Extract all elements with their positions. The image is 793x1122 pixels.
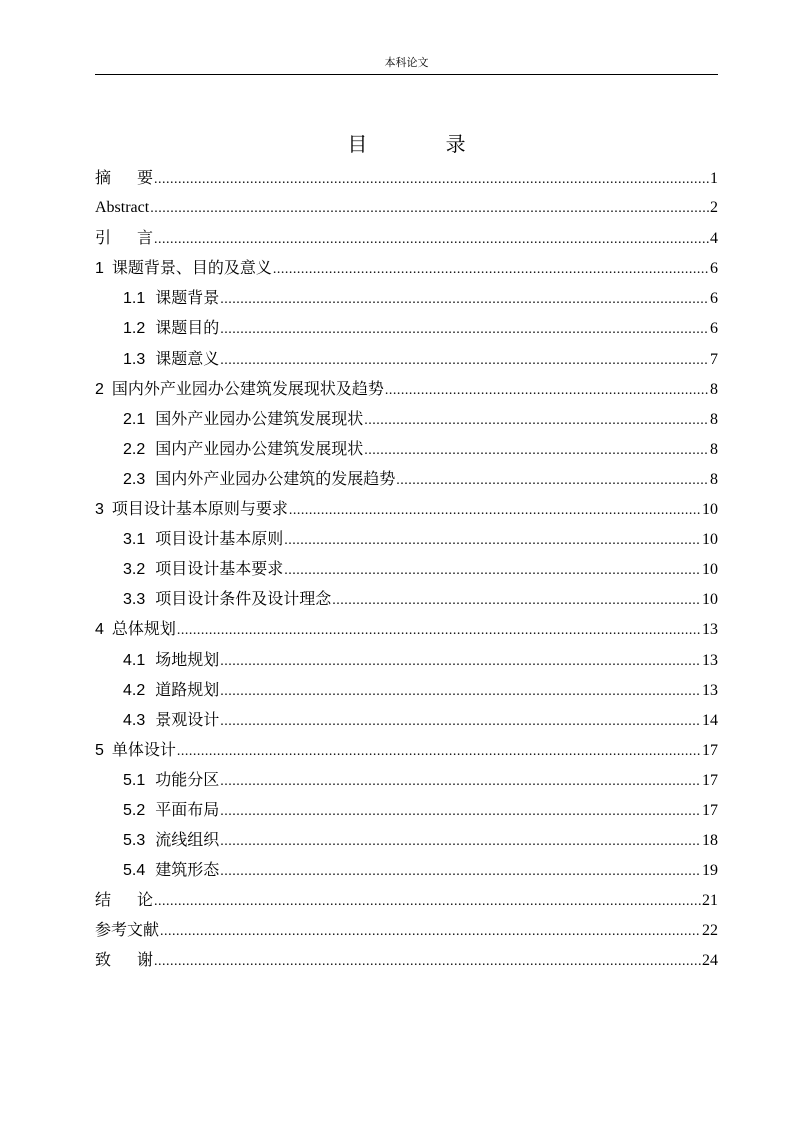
toc-entry[interactable] [95,645,718,675]
table-of-contents [95,163,718,976]
toc-entry-label [95,163,153,193]
toc-entry[interactable] [95,253,718,283]
toc-entry-text: 功能分区 [155,769,220,789]
toc-entry-label [95,223,153,253]
toc-entry-number: 4.1 [123,651,146,669]
toc-leader-dots [364,406,709,436]
toc-entry-text: 道路规划 [155,679,220,699]
toc-title: 目 录 [347,132,502,156]
toc-entry-text: 项目设计条件及设计理念 [155,589,332,609]
toc-leader-dots [220,285,709,315]
toc-entry-text: 国内外产业园办公建筑的发展趋势 [155,468,396,488]
toc-entry-label [95,945,153,975]
toc-entry-number: 1 [95,260,104,278]
toc-entry-label [123,584,331,615]
toc-entry-number: 5.1 [123,771,146,789]
toc-entry-number: 2.3 [123,470,146,488]
toc-entry-label [123,313,219,344]
toc-leader-dots [220,707,701,737]
toc-entry-text: 课题背景、目的及意义 [111,258,272,278]
toc-leader-dots [220,346,709,376]
toc-entry[interactable] [95,735,718,765]
toc-entry[interactable] [95,825,718,855]
toc-entry-text: 流线组织 [155,830,220,850]
toc-entry[interactable] [95,434,718,464]
toc-entry-page: 6 [710,290,718,308]
toc-entry-text: 致谢 [95,950,154,970]
toc-entry-label [95,614,176,645]
toc-entry[interactable] [95,765,718,795]
toc-entry[interactable] [95,494,718,524]
toc-leader-dots [150,194,709,224]
toc-entry-page: 7 [710,350,718,368]
toc-entry-page: 6 [710,320,718,338]
toc-entry-label [123,825,219,856]
toc-entry-label [123,524,283,555]
toc-entry-text: 国内外产业园办公建筑发展现状及趋势 [111,378,384,398]
toc-entry-label [123,855,219,886]
toc-leader-dots [289,496,701,526]
toc-entry-label [123,344,219,375]
toc-entry-page: 10 [702,591,718,609]
toc-leader-dots [220,647,701,677]
toc-entry-page: 10 [702,561,718,579]
toc-entry[interactable] [95,795,718,825]
toc-entry-number: 3.2 [123,561,146,579]
toc-entry[interactable] [95,374,718,404]
toc-leader-dots [220,827,701,857]
toc-entry-label [123,795,219,826]
toc-entry[interactable] [95,404,718,434]
toc-entry-label [95,374,384,405]
toc-entry[interactable] [95,464,718,494]
toc-entry-text: Abstract [95,199,150,217]
toc-entry-text: 项目设计基本原则与要求 [111,499,288,519]
toc-entry-number: 5 [95,741,104,759]
toc-entry[interactable] [95,313,718,343]
toc-entry-page: 13 [702,621,718,639]
toc-entry-number: 3.1 [123,531,146,549]
toc-entry-page: 10 [702,501,718,519]
toc-entry-page: 24 [702,952,718,970]
toc-leader-dots [154,887,701,917]
header-text: 本科论文 [384,56,429,69]
toc-leader-dots [284,556,701,586]
toc-entry-page: 14 [702,711,718,729]
toc-entry-text: 单体设计 [111,739,176,759]
toc-entry[interactable] [95,554,718,584]
toc-entry-text: 平面布局 [155,799,220,819]
toc-entry-text: 国外产业园办公建筑发展现状 [155,408,364,428]
toc-leader-dots [220,315,709,345]
toc-entry-label [123,705,219,736]
toc-entry-number: 3.3 [123,591,146,609]
toc-entry[interactable] [95,915,718,945]
toc-entry[interactable] [95,675,718,705]
toc-entry-number: 5.3 [123,832,146,850]
toc-entry-text: 国内产业园办公建筑发展现状 [155,438,364,458]
toc-entry-text: 项目设计基本原则 [155,529,284,549]
toc-entry[interactable] [95,614,718,644]
toc-entry-number: 2 [95,380,104,398]
toc-entry[interactable] [95,344,718,374]
toc-leader-dots [177,616,701,646]
toc-entry-number: 1.2 [123,320,146,338]
toc-entry-page: 6 [710,260,718,278]
toc-leader-dots [332,586,701,616]
toc-entry-label [95,253,272,284]
toc-leader-dots [284,526,701,556]
toc-entry-text: 项目设计基本要求 [155,559,284,579]
toc-entry-label [123,404,363,435]
toc-entry-number: 4 [95,621,104,639]
toc-leader-dots [154,165,709,195]
toc-leader-dots [154,947,701,977]
toc-entry-text: 建筑形态 [155,860,220,880]
toc-entry-page: 18 [702,832,718,850]
toc-entry[interactable] [95,283,718,313]
toc-entry[interactable] [95,855,718,885]
toc-entry-text: 景观设计 [155,709,220,729]
toc-leader-dots [177,737,701,767]
toc-entry-label [95,735,176,766]
toc-entry-number: 1.1 [123,290,146,308]
toc-entry-page: 17 [702,801,718,819]
toc-entry-page: 17 [702,771,718,789]
toc-leader-dots [220,857,701,887]
toc-entry-number: 5.2 [123,801,146,819]
toc-leader-dots [385,376,709,406]
toc-leader-dots [220,797,701,827]
toc-entry-label [123,765,219,796]
toc-leader-dots [160,917,701,947]
toc-entry-number: 3 [95,501,104,519]
toc-entry[interactable] [95,163,718,193]
toc-entry[interactable] [95,524,718,554]
toc-entry-page: 4 [710,230,718,248]
toc-entry-page: 22 [702,922,718,940]
toc-entry-number: 2.1 [123,410,146,428]
toc-entry-page: 21 [702,892,718,910]
toc-entry-text: 结论 [95,890,154,910]
toc-entry-label [123,675,219,706]
page-header [95,56,718,75]
toc-entry-page: 2 [710,199,718,217]
toc-leader-dots [220,767,701,797]
toc-entry-text: 摘要 [95,168,154,187]
toc-entry[interactable] [95,885,718,915]
toc-entry-page: 1 [710,170,718,187]
toc-entry-text: 引言 [95,228,154,248]
toc-entry-page: 13 [702,681,718,699]
toc-entry-number: 5.4 [123,862,146,880]
toc-entry-page: 8 [710,440,718,458]
toc-entry-label [95,494,288,525]
toc-entry-number: 4.2 [123,681,146,699]
toc-entry-label [95,885,153,915]
toc-entry-page: 8 [710,470,718,488]
toc-entry-page: 8 [710,380,718,398]
toc-entry-number: 2.2 [123,440,146,458]
toc-entry-number: 1.3 [123,350,146,368]
toc-entry[interactable] [95,193,718,223]
toc-leader-dots [154,225,709,255]
toc-entry-label [123,434,363,465]
toc-leader-dots [220,677,701,707]
toc-entry-label [95,915,159,945]
toc-entry-label [123,645,219,676]
toc-leader-dots [364,436,709,466]
toc-entry-text: 参考文献 [95,920,160,940]
toc-entry-text: 课题背景 [155,288,220,308]
toc-entry-text: 课题目的 [155,318,220,338]
toc-entry-page: 19 [702,862,718,880]
toc-entry-text: 场地规划 [155,649,220,669]
toc-entry[interactable] [95,223,718,253]
toc-entry-page: 10 [702,531,718,549]
toc-entry-label [123,283,219,314]
toc-entry[interactable] [95,584,718,614]
toc-leader-dots [396,466,709,496]
toc-entry-label [123,554,283,585]
toc-entry-number: 4.3 [123,711,146,729]
toc-entry-text: 总体规划 [111,619,176,639]
toc-entry[interactable] [95,945,718,975]
toc-entry-page: 17 [702,741,718,759]
toc-entry-page: 13 [702,651,718,669]
toc-entry-label [123,464,395,495]
toc-leader-dots [273,255,709,285]
toc-entry-text: 课题意义 [155,348,220,368]
toc-entry-page: 8 [710,410,718,428]
toc-entry-label [95,193,149,223]
toc-entry[interactable] [95,705,718,735]
